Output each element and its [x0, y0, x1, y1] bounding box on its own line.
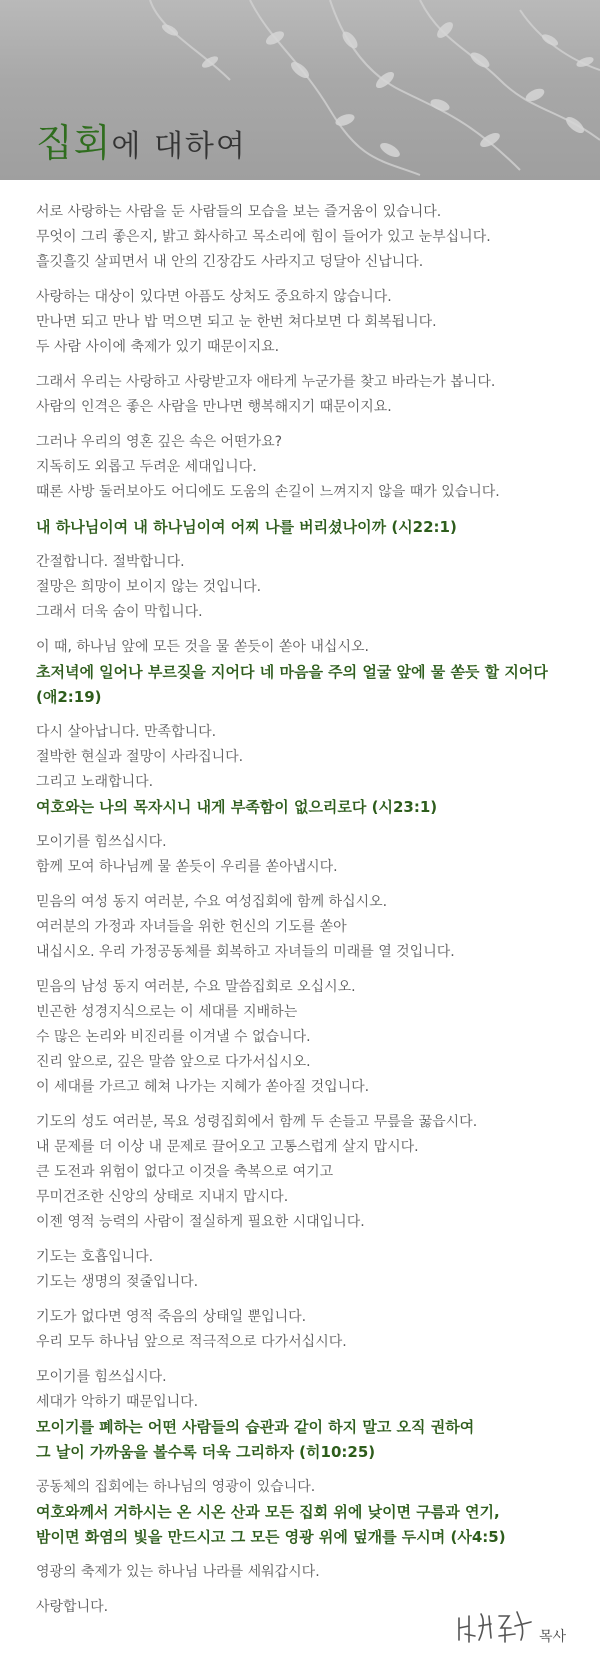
- text-line: 우리 모두 하나님 앞으로 적극적으로 다가서십시다.: [36, 1334, 347, 1350]
- text-line: 무미건조한 신앙의 상태로 지내지 맙시다.: [36, 1189, 289, 1205]
- signature-block: [455, 1606, 566, 1646]
- scripture-verse: 내 하나님이여 내 하나님이여 어찌 나를 버리셨나이까 (시22:1): [36, 518, 457, 536]
- text-line: 그리고 노래합니다.: [36, 774, 154, 790]
- text-line: 이 때, 하나님 앞에 모든 것을 물 쏟듯이 쏟아 내십시오.: [36, 639, 369, 655]
- text-line: 모이기를 힘쓰십시다.: [36, 834, 167, 850]
- scripture-verse: (애2:19): [36, 688, 102, 706]
- text-line: 그래서 더욱 숨이 막힙니다.: [36, 604, 203, 620]
- paragraph: [36, 515, 572, 540]
- text-line: 그러나 우리의 영혼 깊은 속은 어떤가요?: [36, 434, 283, 450]
- text-line: 믿음의 여성 동지 여러분, 수요 여성집회에 함께 하십시오.: [36, 894, 388, 910]
- text-line: 수 많은 논리와 비진리를 이겨낼 수 없습니다.: [36, 1029, 311, 1045]
- signature-title: 목사: [539, 1629, 567, 1645]
- text-line: 때론 사방 둘러보아도 어디에도 도움의 손길이 느껴지지 않을 때가 있습니다.: [36, 484, 500, 500]
- text-line: 기도가 없다면 영적 죽음의 상태일 뿐입니다.: [36, 1309, 307, 1325]
- text-line: 만나면 되고 만나 밥 먹으면 되고 눈 한번 쳐다보면 다 회복됩니다.: [36, 314, 437, 330]
- scripture-verse: 여호와는 나의 목자시니 내게 부족함이 없으리로다 (시23:1): [36, 798, 438, 816]
- handwritten-signature-icon: [455, 1606, 535, 1646]
- paragraph: [36, 975, 572, 1100]
- paragraph: [36, 1305, 572, 1355]
- paragraph: [36, 1245, 572, 1295]
- paragraph: [36, 200, 572, 275]
- text-line: 지독히도 외롭고 두려운 세대입니다.: [36, 459, 257, 475]
- text-line: 이젠 영적 능력의 사람이 절실하게 필요한 시대입니다.: [36, 1214, 365, 1230]
- article-body: [0, 180, 600, 1620]
- scripture-verse: 그 날이 가까움을 볼수록 더욱 그리하자 (히10:25): [36, 1443, 376, 1461]
- text-line: 공동체의 집회에는 하나님의 영광이 있습니다.: [36, 1479, 316, 1495]
- scripture-verse: 모이기를 폐하는 어떤 사람들의 습관과 같이 하지 말고 오직 권하여: [36, 1418, 475, 1436]
- page-title-highlight: 집회: [36, 121, 112, 165]
- text-line: 사랑합니다.: [36, 1599, 109, 1615]
- paragraph: [36, 720, 572, 820]
- text-line: 사람의 인격은 좋은 사람을 만나면 행복해지기 때문이지요.: [36, 399, 392, 415]
- text-line: 빈곤한 성경지식으로는 이 세대를 지배하는: [36, 1004, 298, 1020]
- text-line: 다시 살아납니다. 만족합니다.: [36, 724, 217, 740]
- paragraph: [36, 550, 572, 625]
- text-line: 서로 사랑하는 사람을 둔 사람들의 모습을 보는 즐거움이 있습니다.: [36, 204, 442, 220]
- text-line: 함께 모여 하나님께 물 쏟듯이 우리를 쏟아냅시다.: [36, 859, 338, 875]
- text-line: 절망은 희망이 보이지 않는 것입니다.: [36, 579, 262, 595]
- text-line: 무엇이 그리 좋은지, 밝고 화사하고 목소리에 힘이 들어가 있고 눈부십니다.: [36, 229, 491, 245]
- paragraph: [36, 1110, 572, 1235]
- page-title: [36, 112, 247, 167]
- scripture-verse: 여호와께서 거하시는 온 시온 산과 모든 집회 위에 낮이면 구름과 연기,: [36, 1503, 500, 1521]
- text-line: 절박한 현실과 절망이 사라집니다.: [36, 749, 244, 765]
- paragraph: [36, 1560, 572, 1585]
- text-line: 기도의 성도 여러분, 목요 성령집회에서 함께 두 손들고 무릎을 꿇읍시다.: [36, 1114, 478, 1130]
- text-line: 여러분의 가정과 자녀들을 위한 헌신의 기도를 쏟아: [36, 919, 347, 935]
- scripture-verse: 밤이면 화염의 빛을 만드시고 그 모든 영광 위에 덮개를 두시며 (사4:5): [36, 1528, 506, 1546]
- text-line: 두 사람 사이에 축제가 있기 때문이지요.: [36, 339, 280, 355]
- text-line: 큰 도전과 위험이 없다고 이것을 축복으로 여기고: [36, 1164, 334, 1180]
- paragraph: [36, 285, 572, 360]
- text-line: 내 문제를 더 이상 내 문제로 끌어오고 고통스럽게 살지 맙시다.: [36, 1139, 419, 1155]
- scripture-verse: 초저녁에 일어나 부르짖을 지어다 네 마음을 주의 얼굴 앞에 물 쏟듯 할 지어다: [36, 663, 548, 681]
- text-line: 세대가 악하기 때문입니다.: [36, 1394, 199, 1410]
- paragraph: [36, 830, 572, 880]
- text-line: 간절합니다. 절박합니다.: [36, 554, 185, 570]
- paragraph: [36, 1365, 572, 1465]
- paragraph: [36, 890, 572, 965]
- text-line: 그래서 우리는 사랑하고 사랑받고자 애타게 누군가를 찾고 바라는가 봅니다.: [36, 374, 496, 390]
- paragraph: [36, 370, 572, 420]
- text-line: 기도는 생명의 젖줄입니다.: [36, 1274, 199, 1290]
- paragraph: [36, 635, 572, 710]
- text-line: 모이기를 힘쓰십시다.: [36, 1369, 167, 1385]
- header-banner: [0, 0, 600, 180]
- text-line: 내십시오. 우리 가정공동체를 회복하고 자녀들의 미래를 열 것입니다.: [36, 944, 455, 960]
- text-line: 흘깃흘깃 살피면서 내 안의 긴장감도 사라지고 덩달아 신납니다.: [36, 254, 424, 270]
- page-title-rest: 에 대하여: [111, 129, 247, 164]
- text-line: 이 세대를 가르고 헤쳐 나가는 지혜가 쏟아질 것입니다.: [36, 1079, 370, 1095]
- text-line: 진리 앞으로, 깊은 말씀 앞으로 다가서십시오.: [36, 1054, 311, 1070]
- text-line: 기도는 호흡입니다.: [36, 1249, 154, 1265]
- text-line: 사랑하는 대상이 있다면 아픔도 상처도 중요하지 않습니다.: [36, 289, 392, 305]
- paragraph: [36, 1475, 572, 1550]
- paragraph: [36, 430, 572, 505]
- text-line: 믿음의 남성 동지 여러분, 수요 말씀집회로 오십시오.: [36, 979, 356, 995]
- text-line: 영광의 축제가 있는 하나님 나라를 세워갑시다.: [36, 1564, 320, 1580]
